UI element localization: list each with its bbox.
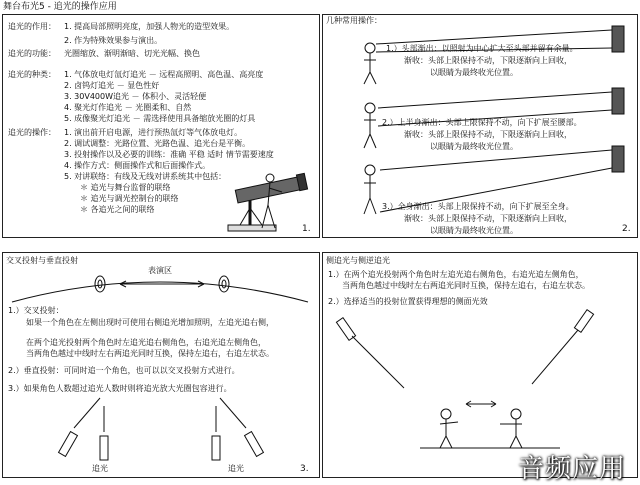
role-label: 追光的作用： bbox=[8, 22, 56, 31]
op-1: 1. 演出前开启电源，进行预热氙灯等气体放电灯。 bbox=[64, 128, 243, 137]
method-3-line-1: 3.）全身渐出：头部上限保持不动，向下扩展至全身。 bbox=[382, 202, 574, 211]
cross-item-3: 3.）如果角色人数超过追光人数时则将追光放大光圈包容进行。 bbox=[8, 384, 232, 393]
method-1-line-3: 以眼睛为最终收光位置。 bbox=[430, 68, 518, 77]
method-1-line-1: 1.）头部渐出：以照射为中心扩大至头部并留有余量。 bbox=[386, 44, 578, 53]
role-line-2: 2. 作为特殊效果参与演出。 bbox=[64, 36, 163, 45]
func-label: 追光的功能： bbox=[8, 49, 56, 58]
spot-label-left: 追光 bbox=[92, 464, 108, 473]
op-4: 4. 操作方式：侧面操作式和后面操作式。 bbox=[64, 161, 211, 170]
method-3-line-2: 渐收：头部上限保持不动，下限逐渐向上回收， bbox=[404, 214, 572, 223]
spot-label-right: 追光 bbox=[228, 464, 244, 473]
panel-number-3: 3. bbox=[300, 464, 309, 474]
method-2-line-1: 2.）上半身渐出：头部上限保持不动，向下扩展至腰部。 bbox=[382, 118, 582, 127]
type-3: 3. 30V400W追光 － 体积小、灵活轻便 bbox=[64, 92, 207, 101]
tr-header: 几种常用操作： bbox=[326, 16, 382, 25]
type-4: 4. 聚光灯作追光 － 光圈柔和、自然 bbox=[64, 103, 192, 112]
type-1: 1. 气体放电灯氙灯追光 － 远程高照明、高色温、高亮度 bbox=[64, 70, 264, 79]
page-title: 舞台布光5 - 追光的操作应用 bbox=[3, 2, 117, 12]
func-text: 光圈缩放、渐明渐暗、切光光幅、换色 bbox=[64, 49, 200, 58]
types-label: 追光的种类： bbox=[8, 70, 56, 79]
op-3: 3. 投射操作以及必要的训练：准确 平稳 适时 情节需要速度 bbox=[64, 150, 274, 159]
bullet-2: ＊ 追光与调光控制台的联络 bbox=[80, 194, 179, 203]
cross-item-1-desc-2: 在两个追光投射两个角色时左追光追右侧角色，右追光追左侧角色， bbox=[26, 338, 266, 347]
method-1-line-2: 渐收：头部上限保持不动，下限逐渐向上回收， bbox=[404, 56, 572, 65]
type-5: 5. 成像聚光灯追光 － 需选择使用具备缩放光圈的灯具 bbox=[64, 114, 256, 123]
method-2-line-3: 以眼睛为最终收光位置。 bbox=[430, 142, 518, 151]
type-2: 2. 卤钨灯追光 － 显色性好 bbox=[64, 81, 160, 90]
panel-number-2: 2. bbox=[622, 224, 631, 234]
side-item-1-b: 当两角色越过中线时左右两追光同时互换，保持左追右，右追左状态。 bbox=[342, 281, 590, 290]
op-2: 2. 调试调整：光路位置、光路色温、追光台是平衡。 bbox=[64, 139, 251, 148]
role-line-1: 1. 提高局部照明亮度，加强人物光的造型效果。 bbox=[64, 22, 235, 31]
method-3-line-3: 以眼睛为最终收光位置。 bbox=[430, 226, 518, 235]
bullet-3: ＊ 各追光之间的联络 bbox=[80, 205, 155, 214]
bullet-1: ＊ 追光与舞台监督的联络 bbox=[80, 183, 171, 192]
cross-item-1: 1.）交叉投射： bbox=[8, 306, 64, 315]
panel-bottom-left bbox=[2, 252, 320, 478]
ops-label: 追光的操作： bbox=[8, 128, 56, 137]
cross-item-1-desc: 如果一个角色在左侧出现时可使用右侧追光增加照明，左追光追右侧， bbox=[26, 318, 274, 327]
stage-label: 表演区 bbox=[148, 266, 172, 275]
cross-item-2: 2.）垂直投射：可同时追一个角色，也可以以交叉投射方式进行。 bbox=[8, 366, 240, 375]
op-5: 5. 对讲联络：有线及无线对讲系统其中包括： bbox=[64, 172, 227, 181]
watermark-text: 音频应用 bbox=[518, 454, 627, 484]
panel-number-1: 1. bbox=[302, 224, 311, 234]
side-item-1: 1.）在两个追光投射两个角色时左追光追右侧角色，右追光追左侧角色， bbox=[328, 270, 584, 279]
cross-item-1-desc-3: 当两角色越过中线时左右两追光同时互换，保持左追右，右追左状态。 bbox=[26, 349, 274, 358]
method-2-line-2: 渐收：头部上限保持不动，下限逐渐向上回收， bbox=[404, 130, 572, 139]
bl-header: 交叉投射与垂直投射 bbox=[6, 256, 78, 265]
br-header: 侧追光与侧逆追光 bbox=[326, 256, 390, 265]
panel-top-left bbox=[2, 14, 320, 238]
side-item-2: 2.）选择适当的投射位置获得理想的侧面光效 bbox=[328, 297, 488, 306]
